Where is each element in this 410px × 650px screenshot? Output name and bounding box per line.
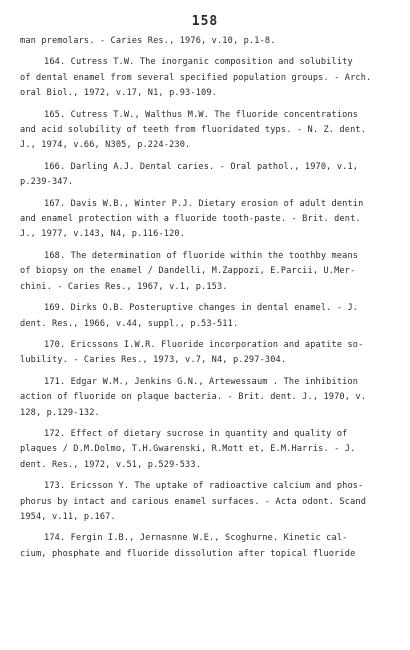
reference-line: plaques / D.M.Dolmo, T.H.Gwarenski, R.Mott et, E.M.Harris. - J. <box>20 444 356 455</box>
reference-entry <box>20 338 392 369</box>
reference-line: cium, phosphate and fluoride dissolution after topical fluoride <box>20 548 356 559</box>
reference-line: phorus by intact and carious enamel surfaces. - Acta odont. Scand <box>20 496 367 507</box>
page-number: 158 <box>191 14 219 29</box>
reference-line: 174. Fergin I.B., Jernasnne W.E., Scoghurne. Kinetic cal- <box>44 533 348 544</box>
reference-entry <box>20 531 392 562</box>
reference-entry <box>20 34 392 49</box>
reference-line: 173. Ericsson Y. The uptake of radioactive calcium and phos- <box>44 481 364 492</box>
reference-line: 165. Cutress T.W., Walthus M.W. The fluoride concentrations <box>44 109 359 120</box>
reference-line: chini. - Caries Res., 1967, v.1, p.153. <box>20 281 228 292</box>
reference-line: 168. The determination of fluoride within the toothby means <box>44 250 359 261</box>
reference-entry <box>20 160 392 191</box>
reference-line: J., 1974, v.66, N305, p.224-230. <box>20 140 191 151</box>
reference-entry <box>20 108 392 154</box>
reference-line: man premolars. - Caries Res., 1976, v.10, p.1-8. <box>20 36 276 46</box>
reference-line: and enamel protection with a fluoride tooth-paste. - Brit. dent. <box>20 214 361 225</box>
reference-entry <box>20 55 392 101</box>
reference-line: 167. Davis W.B., Winter P.J. Dietary erosion of adult dentin <box>44 198 364 209</box>
reference-line: 1954, v.11, p.167. <box>20 511 116 522</box>
reference-line: 170. Ericssons I.W.R. Fluoride incorporation and apatite so- <box>44 339 364 350</box>
reference-line: J., 1977, v.143, N4, p.116-120. <box>20 229 186 240</box>
reference-entry <box>20 479 392 525</box>
reference-line: dent. Res., 1966, v.44, suppl., p.53-511. <box>20 318 239 329</box>
reference-line: lubility. - Caries Res., 1973, v.7, N4, p.297-304. <box>20 355 287 366</box>
reference-line: 166. Darling A.J. Dental caries. - Oral pathol., 1970, v.1, <box>44 161 359 172</box>
reference-list <box>20 34 392 568</box>
reference-line: dent. Res., 1972, v.51, p.529-533. <box>20 459 202 470</box>
reference-entry <box>20 427 392 473</box>
reference-line: of biopsy on the enamel / Dandelli, M.Zappozi, E.Parcii, U.Mer- <box>20 266 356 277</box>
reference-line: of dental enamel from several specified population groups. - Arch. <box>20 72 372 83</box>
reference-line: p.239-347. <box>20 177 74 188</box>
reference-entry <box>20 301 392 332</box>
reference-line: oral Biol., 1972, v.17, N1, p.93-109. <box>20 88 217 99</box>
reference-entry <box>20 197 392 243</box>
reference-entry <box>20 375 392 421</box>
reference-line: 169. Dirks O.B. Posteruptive changes in dental enamel. - J. <box>44 303 359 314</box>
reference-line: action of fluoride on plaque bacteria. - Brit. dent. J., 1970, v. <box>20 392 367 403</box>
reference-line: 128, p.129-132. <box>20 407 100 418</box>
reference-line: 164. Cutress T.W. The inorganic composition and solubility <box>44 57 353 68</box>
reference-line: and acid solubility of teeth from fluoridated typs. - N. Z. dent. <box>20 125 367 136</box>
reference-line: 172. Effect of dietary sucrose in quantity and quality of <box>44 428 348 439</box>
reference-entry <box>20 249 392 295</box>
reference-line: 171. Edgar W.M., Jenkins G.N., Artewessaum . The inhibition <box>44 376 359 387</box>
